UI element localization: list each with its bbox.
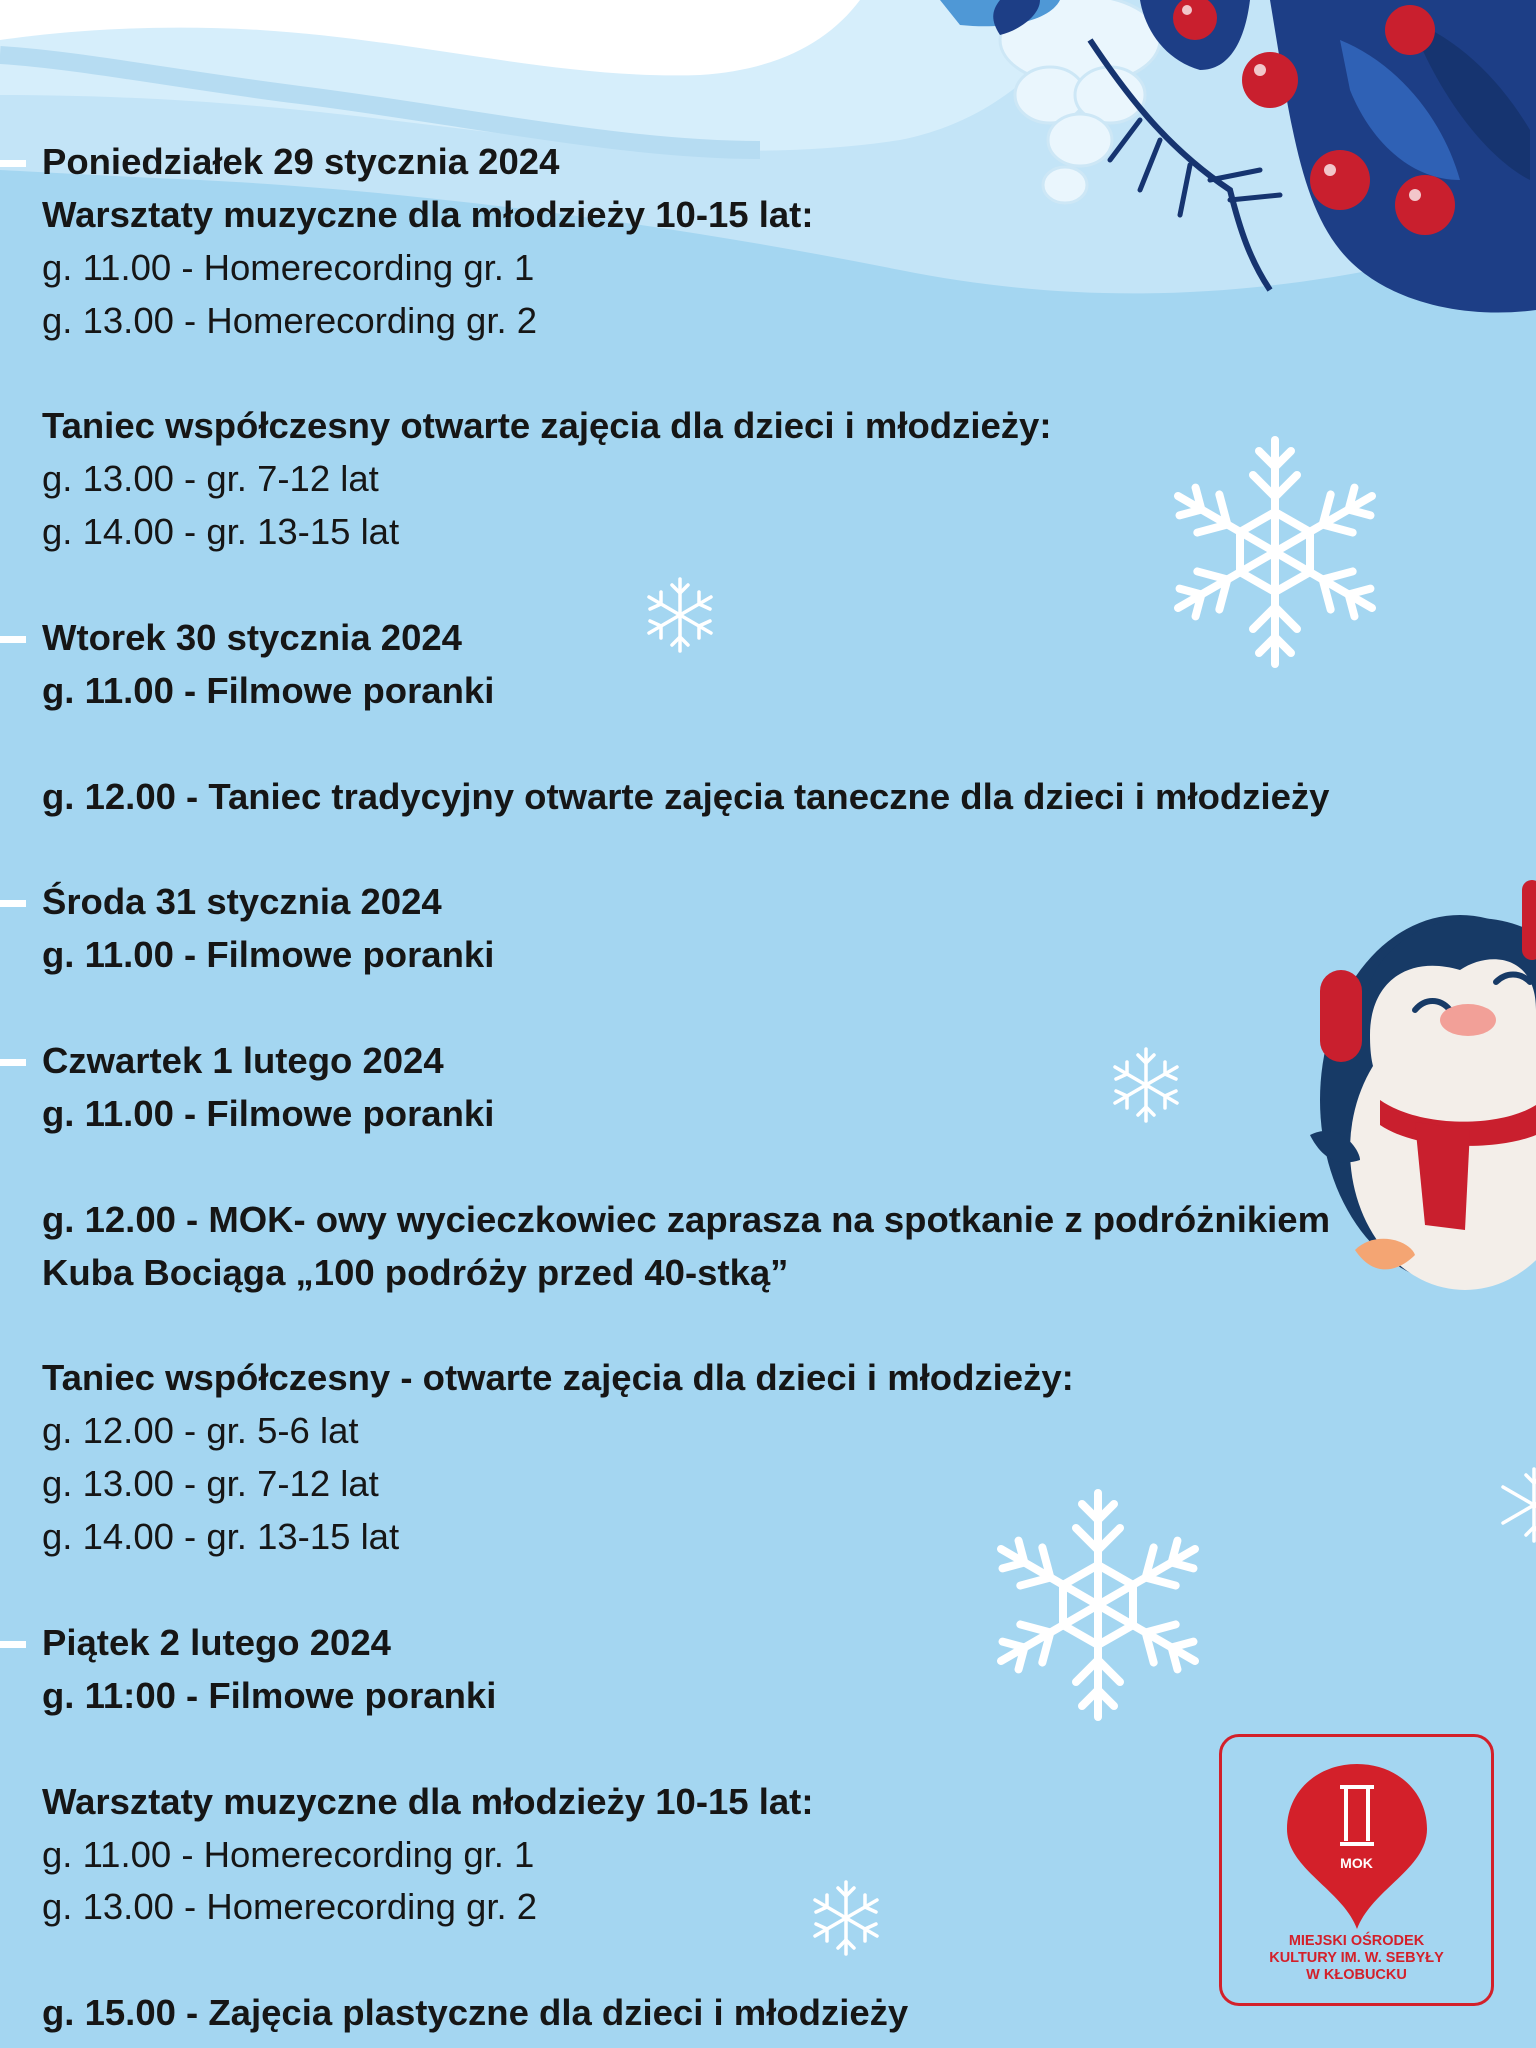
spacer [42, 1564, 1342, 1617]
spacer [42, 982, 1342, 1035]
schedule-line: g. 14.00 - gr. 13-15 lat [42, 511, 400, 553]
logo-org-line: W KŁOBUCKU [1306, 1967, 1407, 1983]
spacer [42, 348, 1342, 401]
spacer [42, 1723, 1342, 1776]
logo-org-line: MIEJSKI OŚRODEK [1288, 1933, 1425, 1949]
schedule-line: g. 11.00 - Filmowe poranki [42, 1093, 495, 1135]
logo-organization-name [1222, 1933, 1491, 1984]
schedule-line: g. 15.00 - Zajęcia plastyczne dla dzieci i młodzieży [42, 1992, 909, 2034]
day-heading: Poniedziałek 29 stycznia 2024 [42, 136, 1342, 189]
schedule-line: Warsztaty muzyczne dla młodzieży 10-15 lat: [42, 193, 814, 235]
schedule-line: g. 12.00 - Taniec tradycyjny otwarte zajęcia taneczne dla dzieci i młodzieży [42, 775, 1330, 817]
day-heading: Środa 31 stycznia 2024 [42, 876, 1342, 929]
spacer [42, 718, 1342, 771]
day-heading: Czwartek 1 lutego 2024 [42, 1035, 1342, 1088]
schedule-line: g. 11.00 - Filmowe poranki [42, 934, 495, 976]
day-heading: Wtorek 30 stycznia 2024 [42, 612, 1342, 665]
spacer [42, 559, 1342, 612]
schedule-line: g. 13.00 - Homerecording gr. 2 [42, 1886, 538, 1928]
schedule-line: Taniec współczesny otwarte zajęcia dla dzieci i młodzieży: [42, 405, 1052, 447]
logo-org-line: KULTURY IM. W. SEBYŁY [1269, 1950, 1444, 1966]
logo-abbreviation: MOK [1340, 1855, 1373, 1871]
schedule-line: g. 12.00 - MOK- owy wycieczkowiec zaprasza na spotkanie z podróżnikiem [42, 1198, 1331, 1240]
event-schedule [42, 136, 1342, 2040]
snowflake-icon [1494, 1465, 1536, 1545]
schedule-line: g. 14.00 - gr. 13-15 lat [42, 1516, 400, 1558]
mok-logo [1219, 1734, 1494, 2006]
spacer [42, 824, 1342, 877]
schedule-line: g. 11.00 - Homerecording gr. 1 [42, 246, 535, 288]
schedule-line: g. 13.00 - Homerecording gr. 2 [42, 299, 538, 341]
spacer [42, 1934, 1342, 1987]
spacer [42, 1300, 1342, 1353]
spacer [42, 1141, 1342, 1194]
schedule-line: Kuba Bociąga „100 podróży przed 40-stką” [42, 1251, 789, 1293]
schedule-line: g. 12.00 - gr. 5-6 lat [42, 1410, 359, 1452]
mok-pin-logo-icon [1282, 1759, 1432, 1934]
schedule-line: g. 11.00 - Filmowe poranki [42, 669, 495, 711]
day-heading: Piątek 2 lutego 2024 [42, 1617, 1342, 1670]
schedule-line: g. 11:00 - Filmowe poranki [42, 1674, 497, 1716]
schedule-line: g. 13.00 - gr. 7-12 lat [42, 1463, 379, 1505]
schedule-line: g. 13.00 - gr. 7-12 lat [42, 458, 379, 500]
schedule-line: Taniec współczesny - otwarte zajęcia dla dzieci i młodzieży: [42, 1357, 1074, 1399]
schedule-line: Warsztaty muzyczne dla młodzieży 10-15 lat: [42, 1780, 814, 1822]
schedule-line: g. 11.00 - Homerecording gr. 1 [42, 1833, 535, 1875]
